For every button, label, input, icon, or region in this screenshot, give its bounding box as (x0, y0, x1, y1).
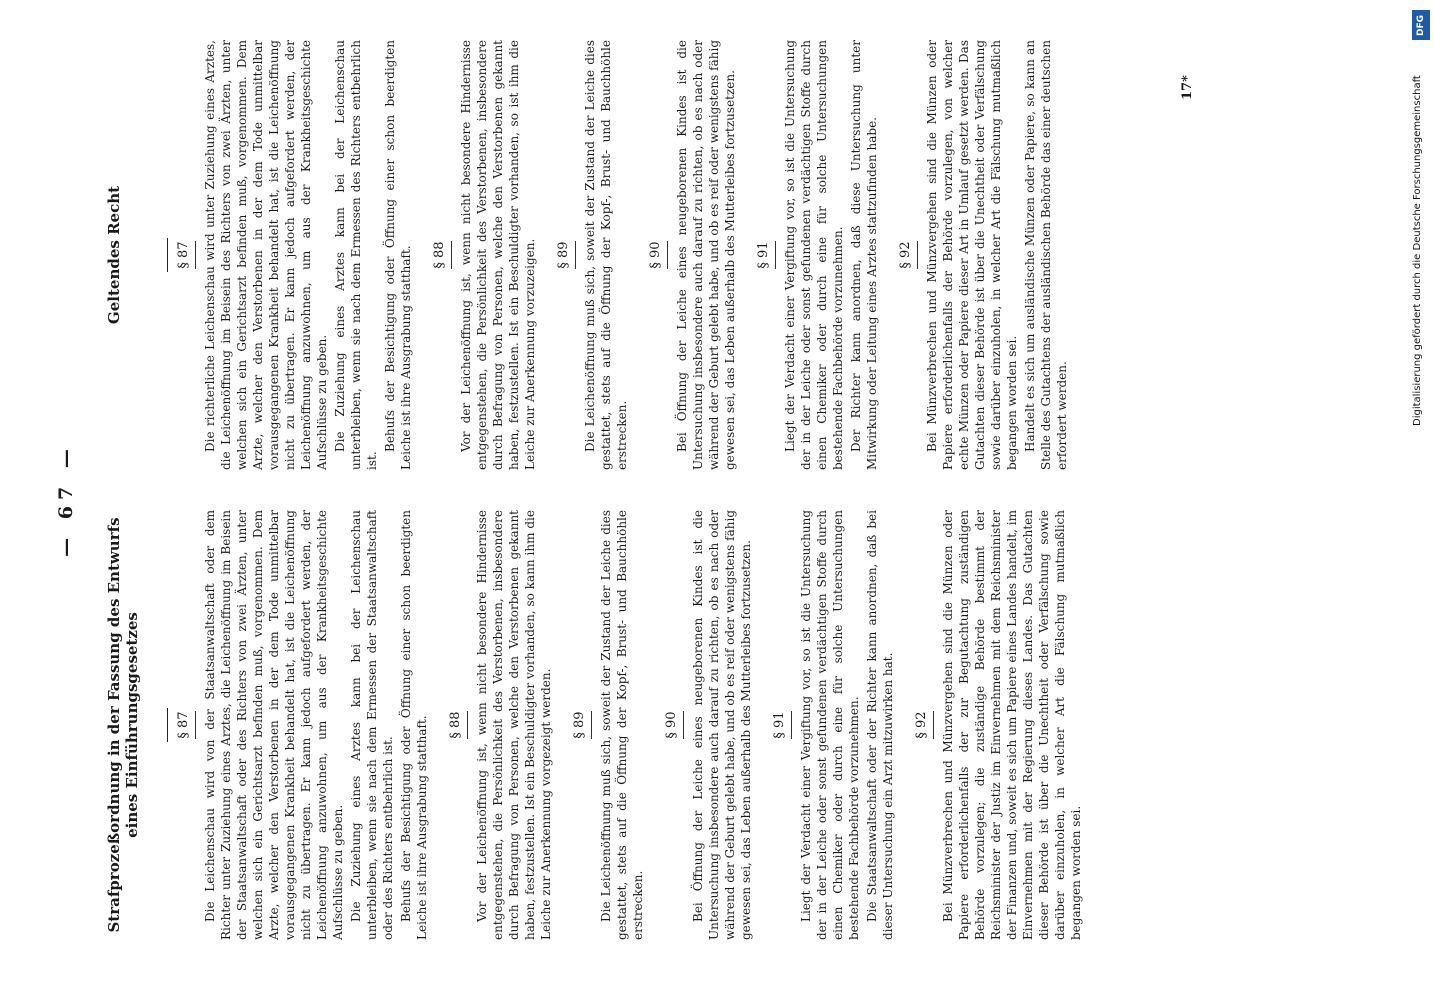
section-title: § 90 (664, 711, 679, 739)
dfg-stamp (1410, 6, 1432, 996)
section-paragraph: Die Leichenschau wird von der Staatsanwaltschaft oder dem Richter unter Zuziehung eines Arztes, die Leichenöffnung im Beisein der Staatsanwaltschaft oder des Richters von zwei Ärzten, unter welchen sich ein Gerichtsarzt befinden muß, vorgenommen. Dem Arzte, welcher den Verstorbenen in der dem Tode unmittelbar vorausgegangenen Krankheit behandelt hat, ist die Leichenöffnung nicht zu übertragen. Er kann jedoch aufgefordert werden, der Leichenöffnung anzuwohnen, um aus der Krankheitsgeschichte Aufschlüsse zu geben. (203, 510, 345, 940)
section-paragraph: Der Richter kann anordnen, daß diese Untersuchung unter Mitwirkung oder Leitung eines Arztes stattzufinden habe. (849, 40, 879, 470)
section (664, 510, 754, 940)
section-title: § 90 (648, 241, 663, 269)
section-paragraph: Vor der Leichenöffnung ist, wenn nicht besondere Hindernisse entgegenstehen, die Persönlichkeit des Verstorbenen, insbesondere durch Befragung von Personen, welche den Verstorbenen gekannt haben, festzustellen. Ist ein Beschuldigter vorhanden, so ist ihm die Leiche zur Anerkennung vorzuzeigen. (459, 40, 537, 470)
section-paragraph: Die Staatsanwaltschaft oder der Richter kann anordnen, daß bei dieser Untersuchung ein Arzt mitzuwirken hat. (865, 510, 895, 940)
section-title: § 92 (914, 711, 929, 739)
left-column (105, 510, 1102, 940)
section-title: § 89 (572, 711, 587, 739)
section-rule (791, 711, 792, 739)
right-column (105, 40, 1088, 470)
section (648, 40, 738, 470)
section-title: § 89 (556, 241, 571, 269)
section (572, 510, 646, 940)
section-rule (451, 241, 452, 269)
section-rule (591, 711, 592, 739)
section (914, 510, 1084, 940)
section-rule (683, 711, 684, 739)
section-paragraph: Liegt der Verdacht einer Vergiftung vor, so ist die Untersuchung der in der Leiche oder sonst gefundenen verdächtigen Stoffe durch einen Chemiker oder durch eine für solche Untersuchungen bestehende Fachbehörde vorzunehmen. (799, 510, 861, 940)
section-paragraph: Behufs der Besichtigung oder Öffnung einer schon beerdigten Leiche ist ihre Ausgrabung statthaft. (399, 510, 429, 940)
heading-rule (167, 708, 168, 742)
section (176, 510, 430, 940)
signature-mark: 17* (1180, 75, 1195, 100)
right-sections (176, 40, 1070, 470)
section (898, 40, 1070, 470)
left-sections (176, 510, 1084, 940)
section-rule (467, 711, 468, 739)
section-paragraph: Behufs der Besichtigung oder Öffnung einer schon beerdigten Leiche ist ihre Ausgrabung statthaft. (383, 40, 413, 470)
section-title: § 87 (176, 241, 191, 269)
section-paragraph: Liegt der Verdacht einer Vergiftung vor, so ist die Untersuchung der in der Leiche oder sonst gefundenen verdächtigen Stoffe durch einen Chemiker oder durch eine für solche Untersuchungen bestehende Fachbehörde vorzunehmen. (783, 40, 845, 470)
section (448, 510, 554, 940)
section-title: § 91 (772, 711, 787, 739)
section-paragraph: Die Zuziehung eines Arztes kann bei der Leichenschau unterbleiben, wenn sie nach dem Ermessen des Richters entbehrlich ist. (333, 40, 379, 470)
section (772, 510, 896, 940)
section-rule (575, 241, 576, 269)
section-rule (195, 241, 196, 269)
section-rule (195, 711, 196, 739)
section-paragraph: Die richterliche Leichenschau wird unter Zuziehung eines Arztes, die Leichenöffnung im Beisein des Richters von zwei Ärzten, unter welchen sich ein Gerichtsarzt befinden muß, vorgenommen. Dem Arzte, welcher den Verstorbenen in der dem Tode unmittelbar vorausgegangenen Krankheit behandelt hat, ist die Leichenöffnung nicht zu übertragen. Er kann jedoch aufgefordert werden, der Leichenöffnung anzuwohnen, um aus der Krankheitsgeschichte Aufschlüsse zu geben. (203, 40, 329, 470)
section (556, 40, 630, 470)
section (756, 40, 880, 470)
section-title: § 87 (176, 711, 191, 739)
section-title: § 92 (898, 241, 913, 269)
section-paragraph: Handelt es sich um ausländische Münzen oder Papiere, so kann an Stelle des Gutachtens der ausländischen Behörde das einer deutschen erfordert werden. (1023, 40, 1069, 470)
section-rule (933, 711, 934, 739)
section-title: § 88 (448, 711, 463, 739)
dfg-funding-text: Digitalisierung gefördert durch die Deutsche Forschungsgemeinschaft (1412, 75, 1423, 426)
section-paragraph: Bei Münzverbrechen und Münzvergehen sind die Münzen oder Papiere erforderlichenfalls der Behörde vorzulegen, von welcher echte Münzen oder Papiere dieser Art in Umlauf gesetzt werden. Das Gutachten dieser Behörde ist über die Unechtheit oder Verfälschung sowie darüber einzuholen, in welcher Art die Fälschung mutmaßlich begangen worden sei. (925, 40, 1019, 470)
page-number: — 67 — (55, 443, 77, 557)
section (176, 40, 414, 470)
section-paragraph: Die Leichenöffnung muß sich, soweit der Zustand der Leiche dies gestattet, stets auf die Öffnung der Kopf-, Brust- und Bauchhöhle erstrecken. (599, 510, 645, 940)
section-paragraph: Bei Münzverbrechen und Münzvergehen sind die Münzen oder Papiere erforderlichenfalls der zur Begutachtung zuständigen Behörde vorzulegen; die zuständige Behörde bestimmt der Reichsminister der Justiz im Einvernehmen mit dem Reichsminister der Finanzen und, soweit es sich um Papiere eines Landes handelt, im Einvernehmen mit der Regierung dieses Landes. Das Gutachten dieser Behörde ist über die Unechtheit oder Verfälschung sowie darüber einzuholen, in welcher Art die Fälschung mutmaßlich begangen worden sei. (941, 510, 1083, 940)
section-paragraph: Die Zuziehung eines Arztes kann bei der Leichenschau unterbleiben, wenn sie nach dem Ermessen der Staatsanwaltschaft oder des Richters entbehrlich ist. (349, 510, 395, 940)
heading-rule (167, 238, 168, 272)
section-paragraph: Die Leichenöffnung muß sich, soweit der Zustand der Leiche dies gestattet, stets auf die Öffnung der Kopf-, Brust- und Bauchhöhle erstrecken. (583, 40, 629, 470)
right-column-heading: Geltendes Recht (105, 185, 123, 325)
section-rule (667, 241, 668, 269)
section-rule (775, 241, 776, 269)
section-title: § 88 (432, 241, 447, 269)
section-paragraph: Vor der Leichenöffnung ist, wenn nicht besondere Hindernisse entgegenstehen, die Persönlichkeit des Verstorbenen, insbesondere durch Befragung von Personen, welche den Verstorbenen gekannt haben, festzustellen. Ist ein Beschuldigter vorhanden, so kann ihm die Leiche zur Anerkennung vorgezeigt werden. (475, 510, 553, 940)
left-column-heading: Strafprozeßordnung in der Fassung des Entwurfs eines Einführungsgesetzes (105, 517, 141, 933)
section-paragraph: Bei Öffnung der Leiche eines neugeborenen Kindes ist die Untersuchung insbesondere auch darauf zu richten, ob es nach oder während der Geburt gelebt habe, und ob es reif oder wenigstens fähig gewesen sei, das Leben außerhalb des Mutterleibes fortzusetzen. (675, 40, 737, 470)
section-title: § 91 (756, 241, 771, 269)
section (432, 40, 538, 470)
section-rule (917, 241, 918, 269)
dfg-logo: DFG (1412, 10, 1430, 40)
section-paragraph: Bei Öffnung der Leiche eines neugeborenen Kindes ist die Untersuchung insbesondere auch darauf zu richten, ob es nach oder während der Geburt gelebt habe, und ob es reif oder wenigstens fähig gewesen sei, das Leben außerhalb des Mutterleibes fortzusetzen. (691, 510, 753, 940)
